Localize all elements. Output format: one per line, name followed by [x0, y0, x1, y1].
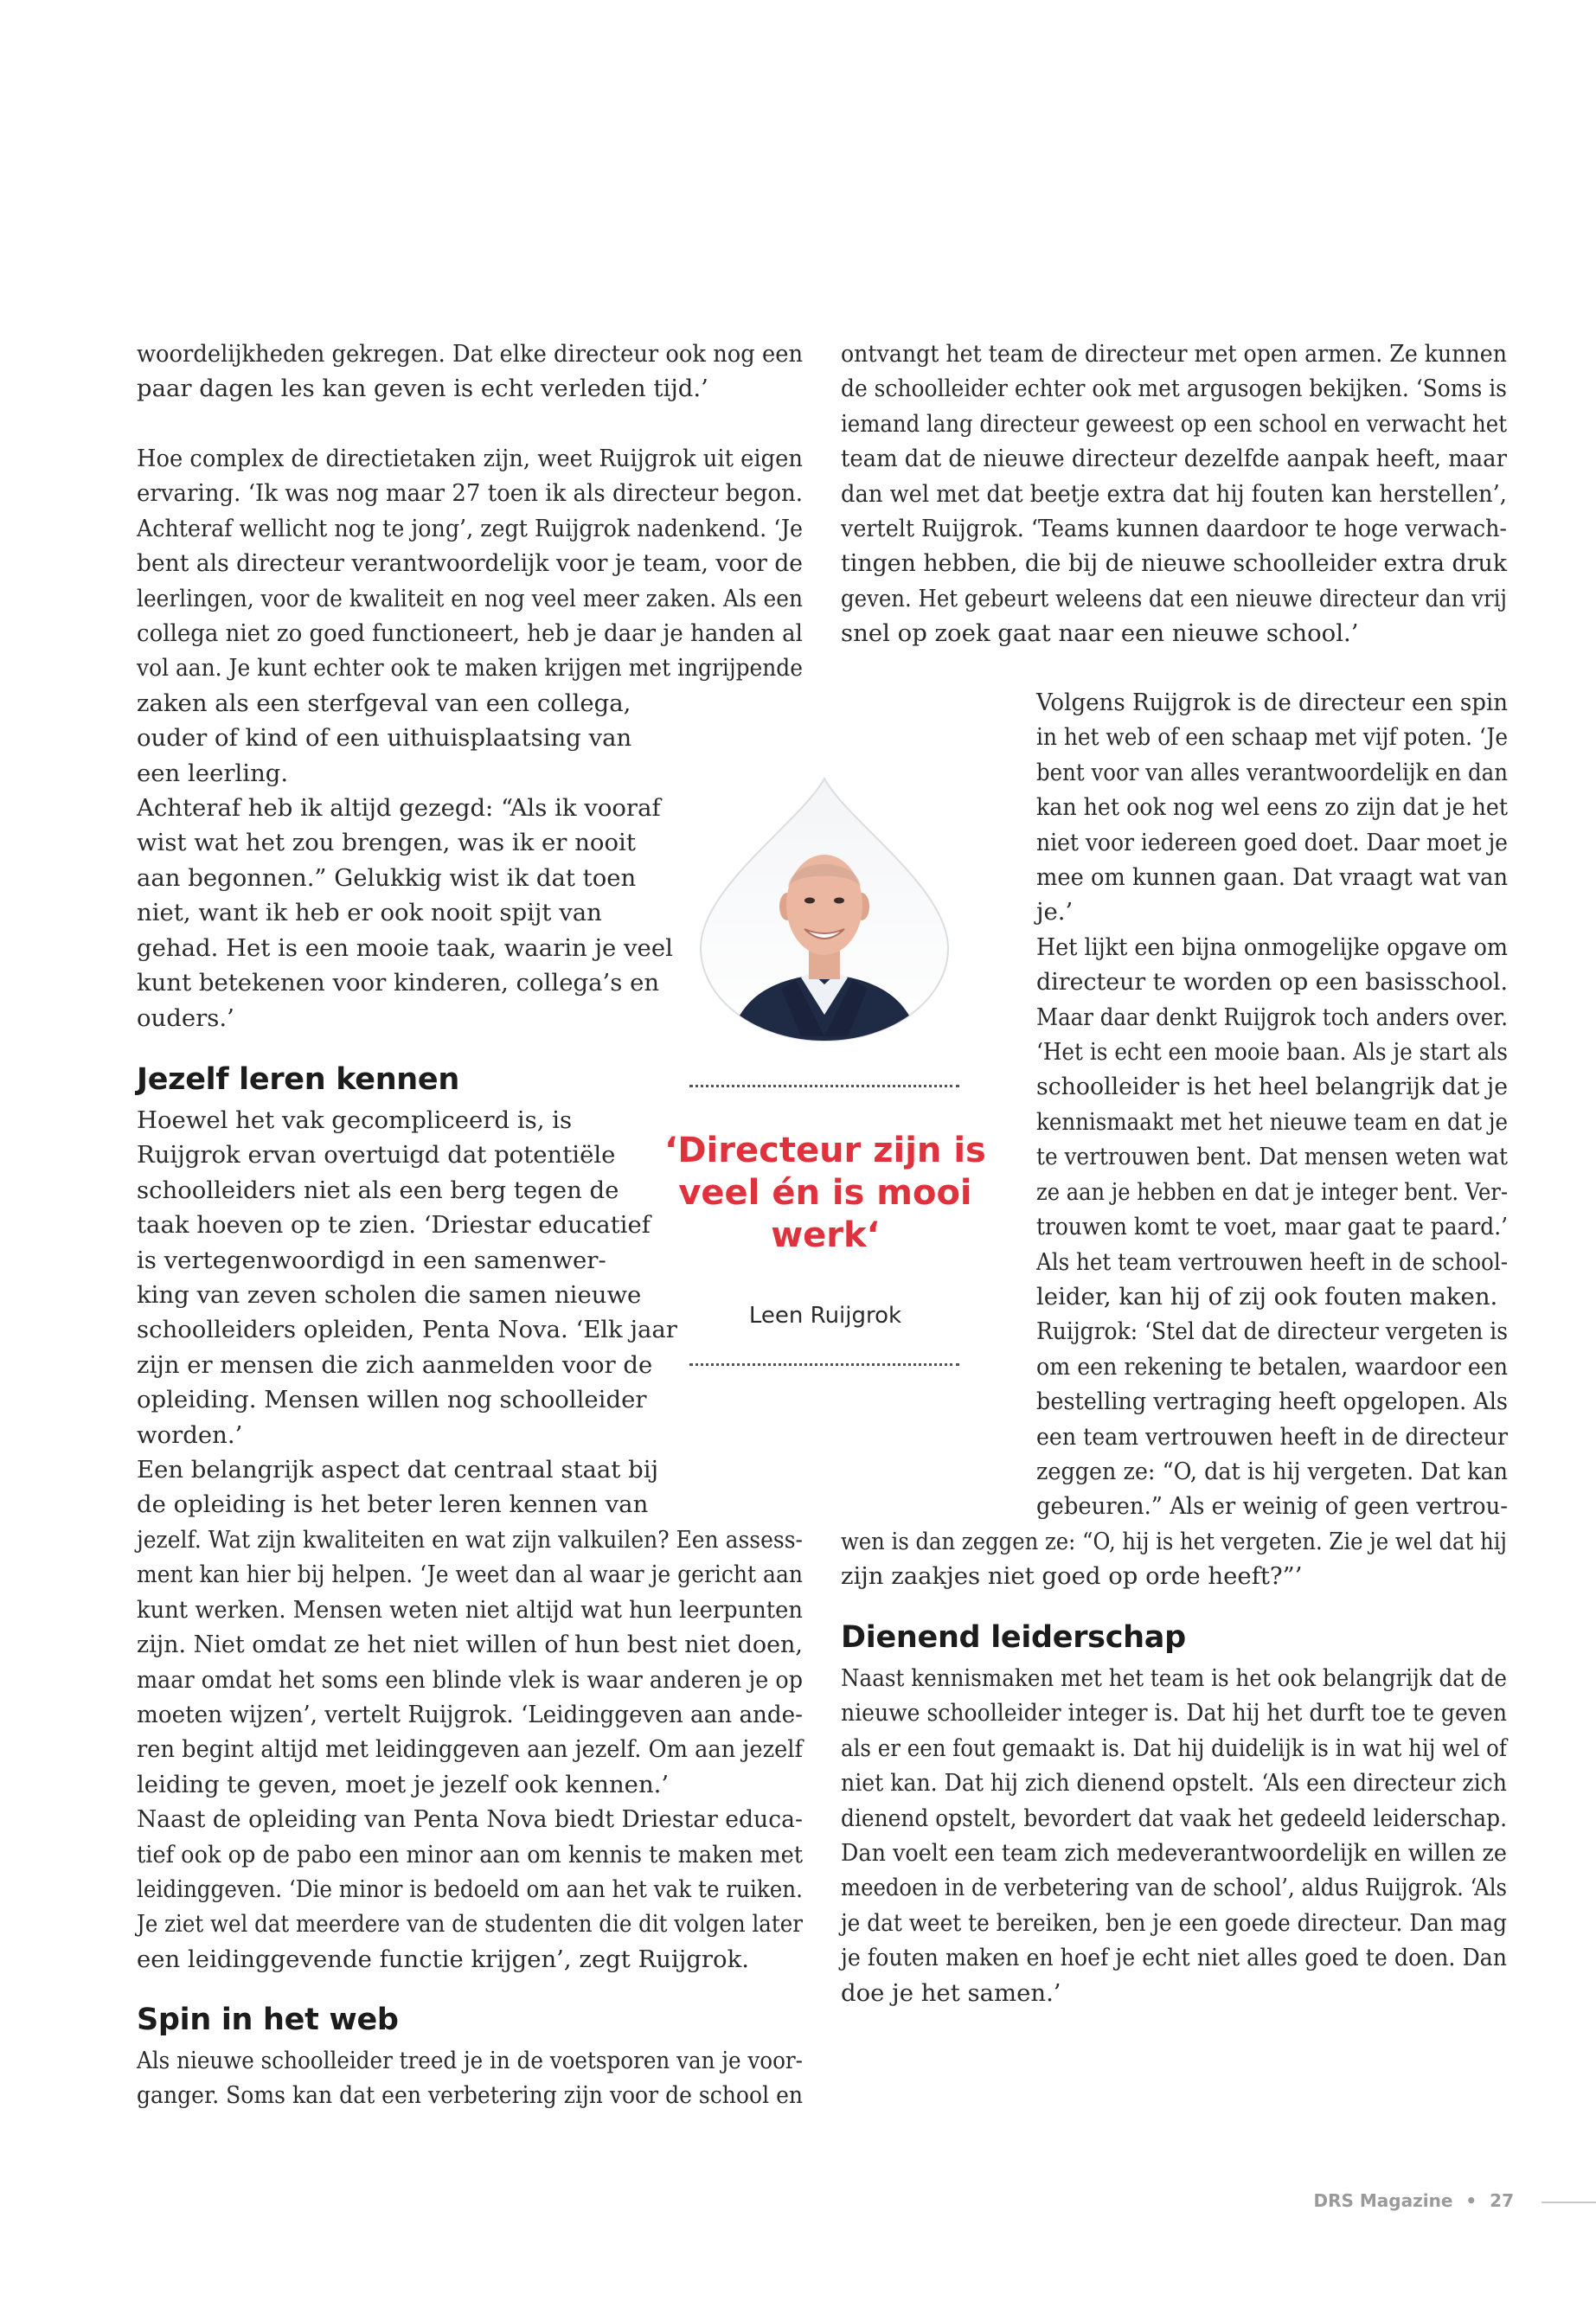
text-line: iemand lang directeur geweest op een school en verwacht het [841, 409, 1508, 438]
text-line: Naast de opleiding van Penta Nova biedt Driestar educa- [137, 1805, 803, 1834]
text-line: jezelf. Wat zijn kwaliteiten en wat zijn valkuilen? Een assess- [137, 1525, 803, 1554]
text-line: bent als directeur verantwoordelijk voor je team, voor de [137, 549, 803, 578]
portrait-drop-image [699, 777, 950, 1045]
text-line: zijn. Niet omdat ze het niet willen of hun best niet doen, [137, 1631, 803, 1659]
text-line: niet voor iedereen goed doet. Daar moet je [1036, 828, 1508, 856]
text-line: in het web of een schaap met vijf poten. ‘Je [1036, 723, 1509, 752]
text-line: vertelt Ruijgrok. ‘Teams kunnen daardoor te hoge verwach- [841, 515, 1508, 543]
text-line: dienend opstelt, bevordert dat vaak het gedeeld leiderschap. [841, 1804, 1507, 1832]
text-line: leiding te geven, moet je jezelf ook kennen.’ [137, 1770, 670, 1798]
pull-quote-author: Leen Ruijgrok [748, 1303, 902, 1329]
text-line: kan het ook nog wel eens zo zijn dat je het [1036, 793, 1509, 822]
text-line: kennismaakt met het nieuwe team en dat je [1036, 1107, 1509, 1136]
text-line: niet kan. Dat hij zich dienend opstelt. ‘Als een directeur zich [841, 1769, 1507, 1798]
text-line: wen is dan zeggen ze: “O, hij is het vergeten. Zie je wel dat hij [841, 1528, 1507, 1555]
col2-paragraph-4 [841, 1661, 1593, 2010]
text-line: trouwen komt te voet, maar gaat te paard.’ [1036, 1213, 1509, 1241]
text-line: Volgens Ruijgrok is de directeur een spin [1036, 689, 1509, 716]
text-line: kunt werken. Mensen weten niet altijd wat hun leerpunten [137, 1595, 803, 1624]
text-line: ervaring. ‘Ik was nog maar 27 toen ik als directeur begon. [137, 479, 804, 508]
heading-jezelf-leren-kennen: Jezelf leren kennen [137, 1062, 459, 1097]
page-number: 27 [1490, 2190, 1514, 2211]
portrait-photo [699, 777, 950, 1045]
text-line: snel op zoek gaat naar een nieuwe school.’ [841, 619, 1359, 648]
text-line: Naast kennismaken met het team is het ook belangrijk dat de [841, 1664, 1507, 1692]
text-line: moeten wijzen’, vertelt Ruijgrok. ‘Leidinggeven aan ande- [137, 1700, 804, 1728]
text-line: zijn er mensen die zich aanmelden voor de [137, 1350, 653, 1379]
text-line: mee om kunnen gaan. Dat vraagt wat van [1036, 863, 1509, 892]
text-line: ontvangt het team de directeur met open armen. Ze kunnen [841, 340, 1507, 368]
text-line: een leidinggevende functie krijgen’, zegt Ruijgrok. [137, 1945, 750, 1973]
text-line: worden.’ [137, 1420, 243, 1449]
col2-paragraph-3 [841, 1524, 1595, 1594]
text-line: leidinggeven. ‘Die minor is bedoeld om aan het vak te ruiken. [137, 1875, 803, 1903]
text-line: paar dagen les kan geven is echt verleden tijd.’ [137, 375, 708, 403]
text-line: Achteraf heb ik altijd gezegd: “Als ik vooraf [137, 794, 661, 823]
text-line: Dan voelt een team zich medeverantwoordelijk en willen ze [841, 1839, 1507, 1868]
text-line: maar omdat het soms een blinde vlek is waar anderen je op [137, 1665, 804, 1694]
text-line: ze aan je hebben en dat je integer bent. Ver- [1036, 1177, 1509, 1206]
text-line: schoolleider is het heel belangrijk dat je [1036, 1073, 1509, 1101]
pull-quote-line: veel én is mooi [678, 1173, 972, 1213]
text-line: ganger. Soms kan dat een verbetering zijn voor de school en [137, 2081, 804, 2110]
text-line: zijn zaakjes niet goed op orde heeft?”’ [841, 1562, 1303, 1591]
text-line: Hoewel het vak gecompliceerd is, is [137, 1106, 573, 1134]
text-line: leerlingen, voor de kwaliteit en nog veel meer zaken. Als een [137, 584, 803, 612]
text-line: ‘Het is echt een mooie baan. Als je start als [1036, 1038, 1508, 1067]
text-line: directeur te worden op een basisschool. [1036, 968, 1509, 997]
text-line: zeggen ze: “O, dat is hij vergeten. Dat kan [1036, 1457, 1509, 1485]
pull-quote [657, 1130, 993, 1257]
text-line: om een rekening te betalen, waardoor een [1036, 1352, 1509, 1381]
text-line: is vertegenwoordigd in een samenwer- [137, 1246, 606, 1274]
pull-quote-line: werk‘ [771, 1215, 880, 1255]
text-line: de opleiding is het beter leren kennen van [137, 1490, 649, 1519]
text-line: aan begonnen.” Gelukkig wist ik dat toen [137, 863, 637, 892]
text-line: Als het team vertrouwen heeft in de school- [1036, 1247, 1509, 1276]
text-line: Achteraf wellicht nog te jong’, zegt Ruijgrok nadenkend. ‘Je [137, 514, 804, 542]
col2-paragraph-1 [841, 336, 1592, 651]
text-line: opleiding. Mensen willen nog schoolleider [137, 1386, 647, 1414]
text-line: niet, want ik heb er ook nooit spijt van [137, 899, 602, 927]
heading-spin-in-het-web: Spin in het web [137, 2003, 399, 2037]
text-line: zaken als een sterfgeval van een collega, [137, 689, 631, 717]
col1-paragraph-4 [137, 2043, 881, 2113]
text-line: Ruijgrok ervan overtuigd dat potentiële [137, 1141, 616, 1170]
page-footer [1306, 2190, 1514, 2211]
text-line: Als nieuwe schoolleider treed je in de voetsporen van je voor- [137, 2047, 803, 2074]
text-line: vol aan. Je kunt echter ook te maken krijgen met ingrijpende [137, 654, 803, 683]
quote-divider-top [689, 1085, 959, 1087]
col2-paragraph-2 [1036, 685, 1573, 1524]
text-line: Hoe complex de directietaken zijn, weet Ruijgrok uit eigen [137, 445, 804, 472]
text-line: team dat de nieuwe directeur dezelfde aanpak heeft, maar [841, 445, 1507, 473]
text-line: Het lijkt een bijna onmogelijke opgave om [1036, 933, 1509, 961]
text-line: ouder of kind of een uithuisplaatsing van [137, 724, 632, 753]
text-line: woordelijkheden gekregen. Dat elke directeur ook nog een [137, 340, 804, 368]
text-line: je fouten maken en hoef je echt niet alles goed te doen. Dan [841, 1944, 1507, 1972]
heading-dienend-leiderschap: Dienend leiderschap [841, 1620, 1186, 1655]
text-line: wist wat het zou brengen, was ik er nooit [137, 829, 636, 857]
text-line: tief ook op de pabo een minor aan om kennis te maken met [137, 1840, 804, 1868]
text-line: gebeuren.” Als er weinig of geen vertrou- [1036, 1492, 1508, 1521]
text-line: geven. Het gebeurt weleens dat een nieuwe directeur dan vrij [841, 584, 1507, 612]
pull-quote-line: ‘Directeur zijn is [664, 1131, 986, 1170]
text-line: kunt betekenen voor kinderen, collega’s en [137, 969, 660, 997]
text-line: Een belangrijk aspect dat centraal staat bij [137, 1456, 659, 1484]
text-line: doe je het samen.’ [841, 1978, 1061, 2007]
text-line: een team vertrouwen heeft in de directeur [1036, 1422, 1509, 1451]
text-line: meedoen in de verbetering van de school’, aldus Ruijgrok. ‘Als [841, 1874, 1507, 1902]
text-line: bestelling vertraging heeft opgelopen. Als [1036, 1388, 1509, 1416]
text-line: je dat weet te bereiken, ben je een goede directeur. Dan mag [841, 1908, 1507, 1937]
col1-paragraph-1 [137, 336, 848, 407]
text-line: tingen hebben, die bij de nieuwe schoolleider extra druk [841, 549, 1508, 578]
quote-divider-bottom [689, 1363, 959, 1366]
text-line: schoolleiders niet als een berg tegen de [137, 1176, 619, 1204]
text-line: taak hoeven op te zien. ‘Driestar educatief [137, 1211, 651, 1240]
text-line: dan wel met dat beetje extra dat hij fouten kan herstellen’, [841, 479, 1507, 508]
text-line: je.’ [1036, 898, 1074, 926]
text-line: bent voor van alles verantwoordelijk en dan [1036, 758, 1508, 786]
text-line: Ruijgrok: ‘Stel dat de directeur vergeten is [1036, 1317, 1509, 1346]
text-line: te vertrouwen bent. Dat mensen weten wat [1036, 1143, 1508, 1171]
text-line: als er een fout gemaakt is. Dat hij duidelijk is in wat hij wel of [841, 1734, 1507, 1762]
text-line: de schoolleider echter ook met argusogen bekijken. ‘Soms is [841, 375, 1507, 403]
text-line: ment kan hier bij helpen. ‘Je weet dan al waar je gericht aan [137, 1561, 803, 1589]
text-line: leider, kan hij of zij ook fouten maken. [1036, 1282, 1498, 1311]
text-line: Je ziet wel dat meerdere van de studenten die dit volgen later [137, 1910, 803, 1939]
text-line: king van zeven scholen die samen nieuwe [137, 1281, 642, 1310]
text-line: schoolleiders opleiden, Penta Nova. ‘Elk jaar [137, 1316, 677, 1344]
text-line: nieuwe schoolleider integer is. Dat hij het durft toe te geven [841, 1699, 1507, 1727]
text-line: ouders.’ [137, 1003, 234, 1032]
magazine-name: DRS Magazine [1313, 2190, 1453, 2211]
footer-rule [1542, 2202, 1596, 2203]
footer-separator: • [1465, 2190, 1477, 2211]
text-line: ren begint altijd met leidinggeven aan jezelf. Om aan jezelf [137, 1735, 804, 1764]
text-line: Maar daar denkt Ruijgrok toch anders over. [1036, 1003, 1509, 1031]
text-line: collega niet zo goed functioneert, heb je daar je handen al [137, 619, 803, 648]
text-line: een leerling. [137, 759, 289, 787]
text-line: gehad. Het is een mooie taak, waarin je veel [137, 933, 673, 962]
